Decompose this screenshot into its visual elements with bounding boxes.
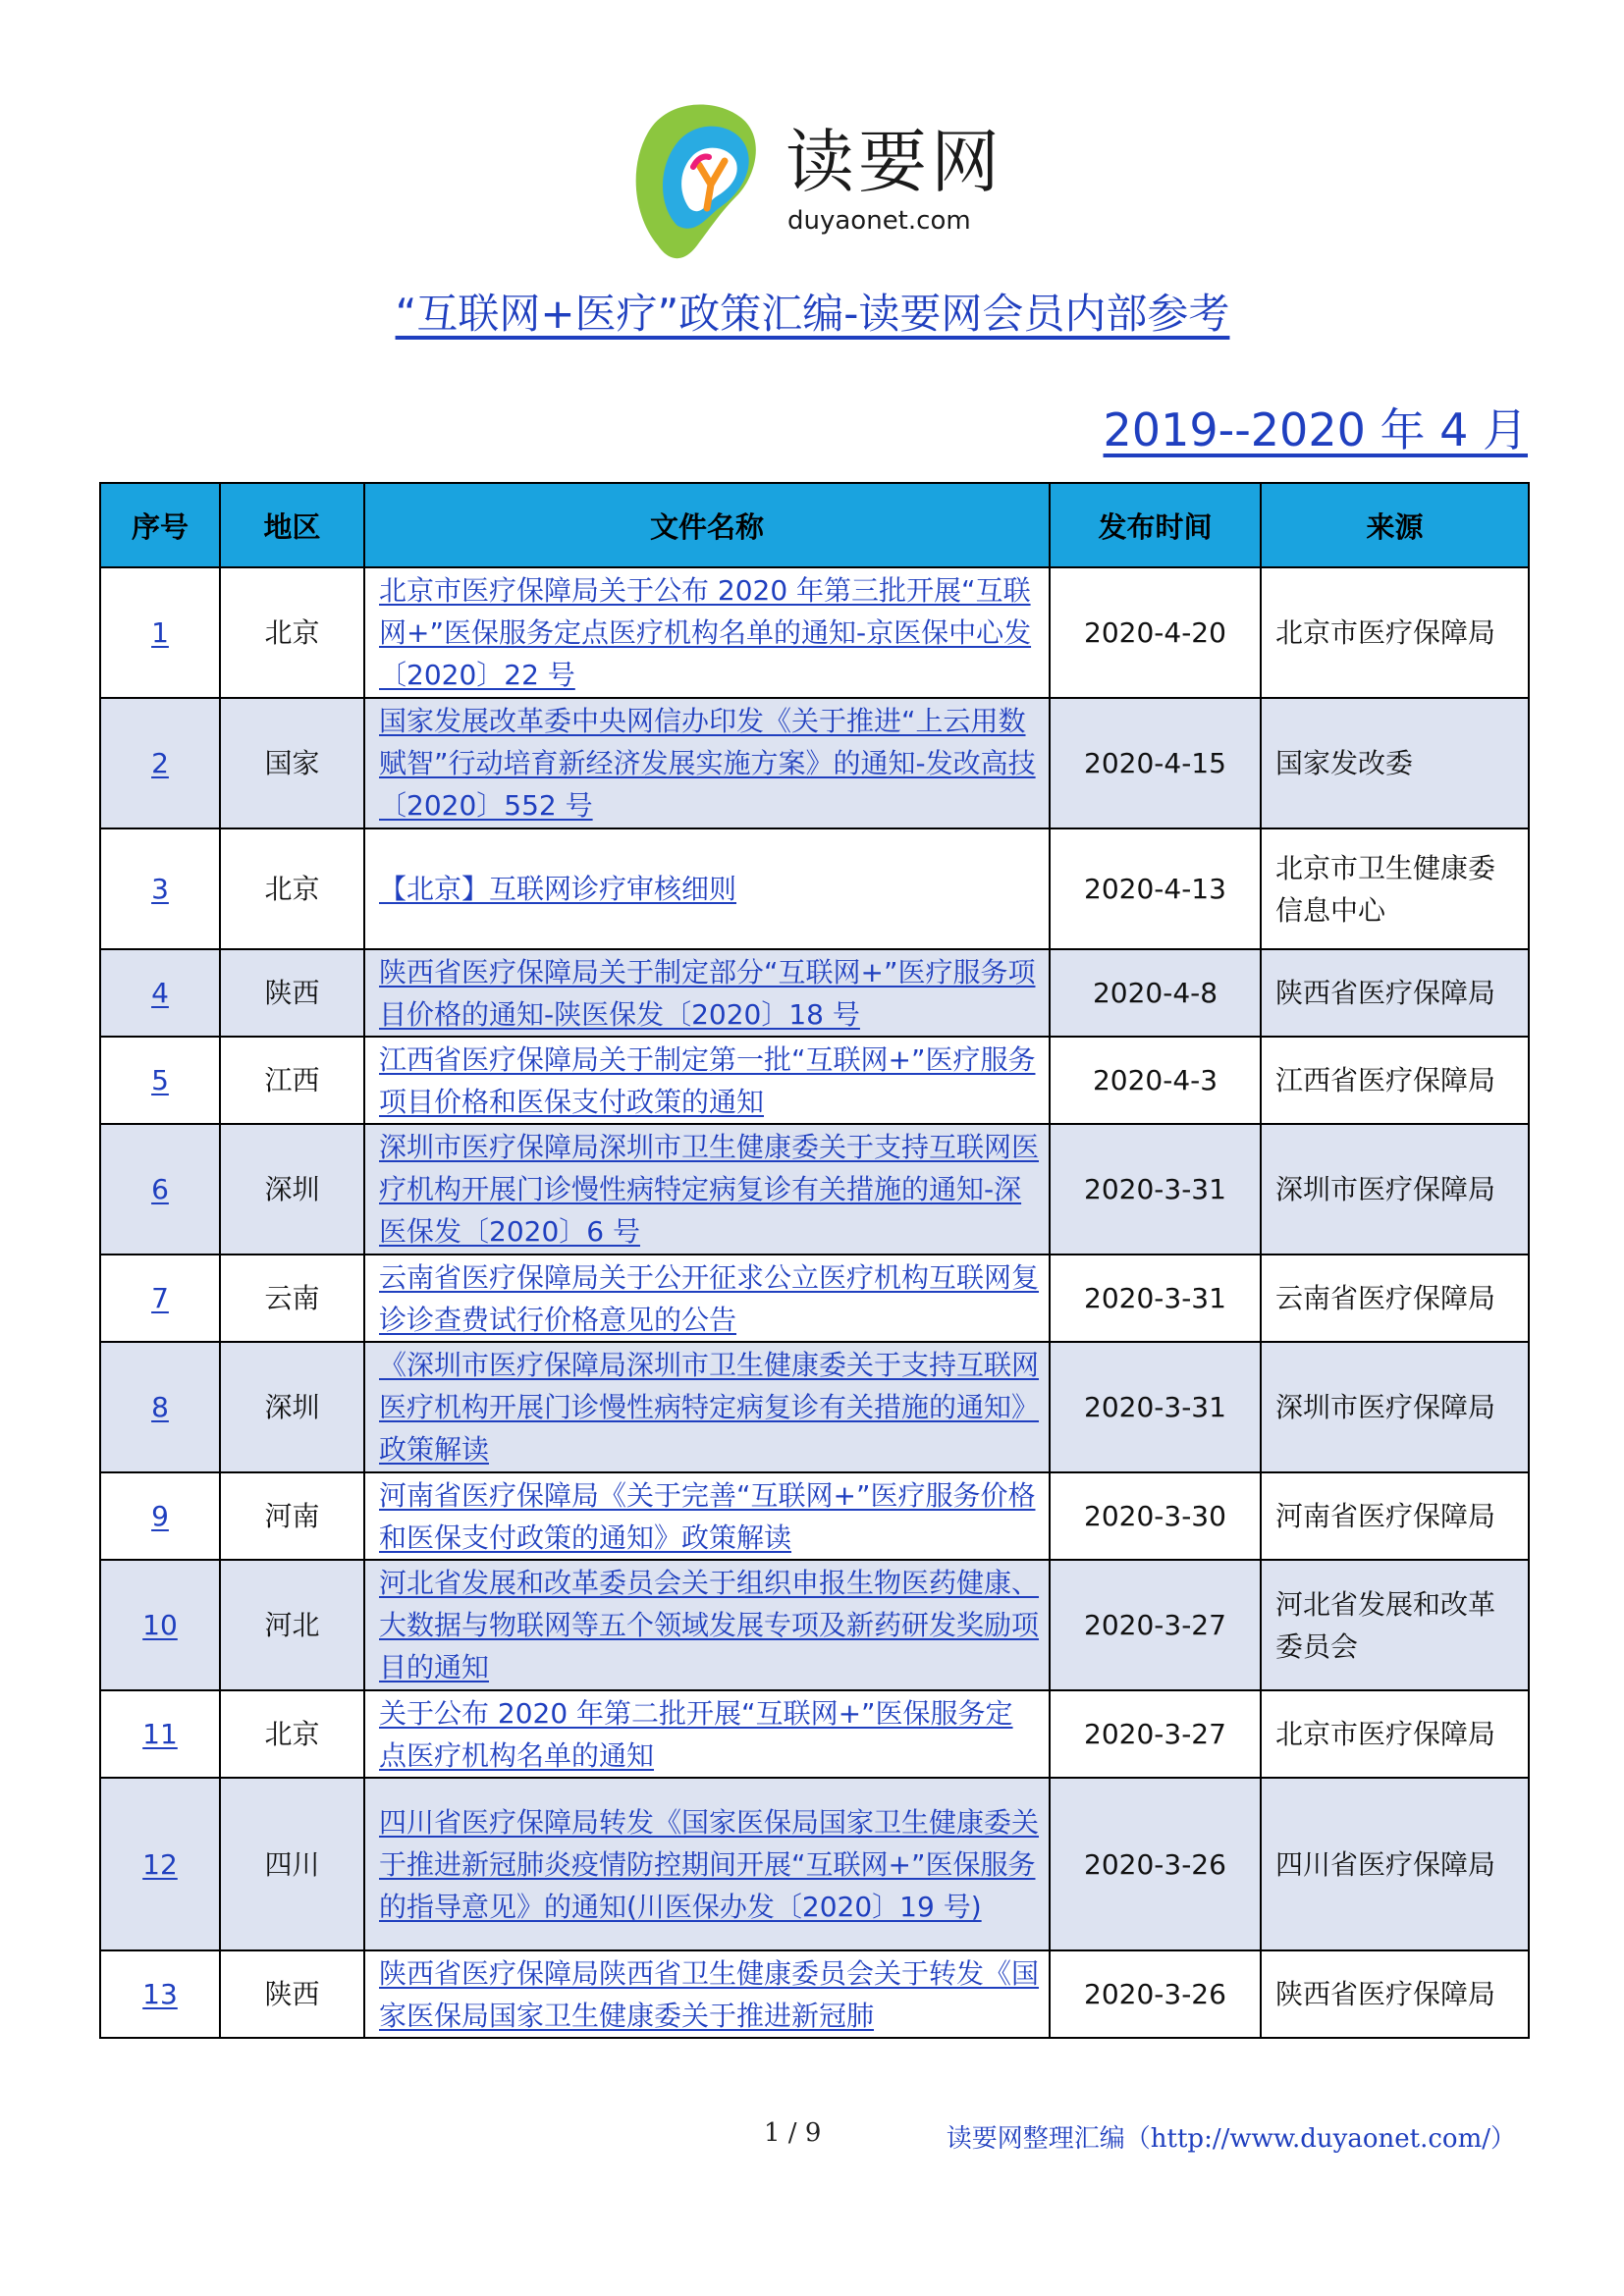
document-title-link[interactable]: 河南省医疗保障局《关于完善“互联网+”医疗服务价格和医保支付政策的通知》政策解读 xyxy=(379,1478,1036,1554)
source-cell: 北京市医疗保障局 xyxy=(1261,1690,1529,1778)
row-number-link[interactable]: 7 xyxy=(151,1282,169,1314)
table-row xyxy=(100,1690,1529,1778)
table-row xyxy=(100,1472,1529,1560)
date-cell: 2020-3-26 xyxy=(1050,1950,1261,2038)
table-header-row xyxy=(100,483,1529,567)
table-row xyxy=(100,1778,1529,1950)
document-title-link[interactable]: 关于公布 2020 年第二批开展“互联网+”医保服务定点医疗机构名单的通知 xyxy=(379,1696,1013,1772)
region-cell: 深圳 xyxy=(220,1124,364,1255)
table-row xyxy=(100,1124,1529,1255)
region-cell: 河北 xyxy=(220,1560,364,1690)
header-title: 文件名称 xyxy=(364,483,1050,567)
region-cell: 北京 xyxy=(220,828,364,949)
row-number-link[interactable]: 2 xyxy=(151,747,169,779)
row-number-link[interactable]: 5 xyxy=(151,1064,169,1096)
source-cell: 北京市卫生健康委信息中心 xyxy=(1261,828,1529,949)
row-number-link[interactable]: 12 xyxy=(142,1847,178,1881)
header-num: 序号 xyxy=(100,483,220,567)
date-cell: 2020-3-31 xyxy=(1050,1255,1261,1342)
table-row xyxy=(100,1037,1529,1124)
row-number-link[interactable]: 1 xyxy=(151,616,169,649)
date-cell: 2020-3-31 xyxy=(1050,1342,1261,1472)
document-title-link[interactable]: 四川省医疗保障局转发《国家医保局国家卫生健康委关于推进新冠肺炎疫情防控期间开展“互联网+”医保服务的指导意见》的通知(川医保办发〔2020〕19 号) xyxy=(379,1805,1040,1923)
document-title: “互联网+医疗”政策汇编-读要网会员内部参考 xyxy=(395,290,1230,338)
document-title-link[interactable]: 深圳市医疗保障局深圳市卫生健康委关于支持互联网医疗机构开展门诊慢性病特定病复诊有关措施的通知-深医保发〔2020〕6 号 xyxy=(379,1131,1040,1248)
row-number-link[interactable]: 8 xyxy=(151,1391,169,1423)
row-number-link[interactable]: 9 xyxy=(151,1500,169,1532)
table-row xyxy=(100,1342,1529,1472)
table-row xyxy=(100,1255,1529,1342)
region-cell: 江西 xyxy=(220,1037,364,1124)
document-title-link[interactable]: 《深圳市医疗保障局深圳市卫生健康委关于支持互联网医疗机构开展门诊慢性病特定病复诊有关措施的通知》政策解读 xyxy=(379,1349,1040,1466)
page-number: 1 / 9 xyxy=(764,2118,822,2148)
header-region: 地区 xyxy=(220,483,364,567)
document-title-link[interactable]: 【北京】互联网诊疗审核细则 xyxy=(379,873,737,905)
document-title-link[interactable]: 河北省发展和改革委员会关于组织申报生物医药健康、大数据与物联网等五个领域发展专项及新药研发奖励项目的通知 xyxy=(379,1567,1040,1683)
source-cell: 深圳市医疗保障局 xyxy=(1261,1342,1529,1472)
row-number-link[interactable]: 4 xyxy=(151,977,169,1009)
source-cell: 江西省医疗保障局 xyxy=(1261,1037,1529,1124)
document-title-link[interactable]: 陕西省医疗保障局关于制定部分“互联网+”医疗服务项目价格的通知-陕医保发〔2020〕18 号 xyxy=(379,955,1036,1031)
policy-table xyxy=(99,482,1530,2039)
header-source: 来源 xyxy=(1261,483,1529,567)
date-cell: 2020-3-26 xyxy=(1050,1778,1261,1950)
row-number-link[interactable]: 13 xyxy=(142,1978,178,2010)
table-row xyxy=(100,949,1529,1037)
table-row xyxy=(100,1560,1529,1690)
region-cell: 四川 xyxy=(220,1778,364,1950)
document-title-link[interactable]: 北京市医疗保障局关于公布 2020 年第三批开展“互联网+”医保服务定点医疗机构名单的通知-京医保中心发〔2020〕22 号 xyxy=(379,574,1032,691)
row-number-link[interactable]: 10 xyxy=(142,1609,178,1641)
source-cell: 陕西省医疗保障局 xyxy=(1261,949,1529,1037)
source-cell: 河南省医疗保障局 xyxy=(1261,1472,1529,1560)
region-cell: 国家 xyxy=(220,698,364,828)
source-cell: 国家发改委 xyxy=(1261,698,1529,828)
source-cell: 河北省发展和改革委员会 xyxy=(1261,1560,1529,1690)
header-date: 发布时间 xyxy=(1050,483,1261,567)
table-row xyxy=(100,698,1529,828)
date-cell: 2020-3-27 xyxy=(1050,1560,1261,1690)
logo-name: 读要网 xyxy=(785,122,1003,202)
logo-mark-icon xyxy=(628,98,776,265)
date-cell: 2020-4-15 xyxy=(1050,698,1261,828)
document-title-link[interactable]: 云南省医疗保障局关于公开征求公立医疗机构互联网复诊诊查费试行价格意见的公告 xyxy=(379,1260,1040,1336)
page-footer xyxy=(0,2118,1624,2158)
source-cell: 云南省医疗保障局 xyxy=(1261,1255,1529,1342)
row-number-link[interactable]: 6 xyxy=(151,1173,169,1205)
region-cell: 北京 xyxy=(220,1690,364,1778)
region-cell: 北京 xyxy=(220,567,364,698)
source-cell: 深圳市医疗保障局 xyxy=(1261,1124,1529,1255)
table-row xyxy=(100,1950,1529,2038)
region-cell: 云南 xyxy=(220,1255,364,1342)
date-cell: 2020-3-30 xyxy=(1050,1472,1261,1560)
document-title-link[interactable]: 陕西省医疗保障局陕西省卫生健康委员会关于转发《国家医保局国家卫生健康委关于推进新冠肺 xyxy=(379,1956,1040,2032)
region-cell: 深圳 xyxy=(220,1342,364,1472)
date-cell: 2020-3-27 xyxy=(1050,1690,1261,1778)
date-cell: 2020-4-3 xyxy=(1050,1037,1261,1124)
table-row xyxy=(100,828,1529,949)
document-title-link[interactable]: 江西省医疗保障局关于制定第一批“互联网+”医疗服务项目价格和医保支付政策的通知 xyxy=(379,1042,1036,1118)
row-number-link[interactable]: 11 xyxy=(142,1718,178,1750)
source-cell: 北京市医疗保障局 xyxy=(1261,567,1529,698)
date-range: 2019--2020 年 4 月 xyxy=(1103,403,1528,456)
table-row xyxy=(100,567,1529,698)
date-cell: 2020-4-8 xyxy=(1050,949,1261,1037)
source-cell: 四川省医疗保障局 xyxy=(1261,1778,1529,1950)
region-cell: 陕西 xyxy=(220,949,364,1037)
source-cell: 陕西省医疗保障局 xyxy=(1261,1950,1529,2038)
date-cell: 2020-4-13 xyxy=(1050,828,1261,949)
document-title-link[interactable]: 国家发展改革委中央网信办印发《关于推进“上云用数赋智”行动培育新经济发展实施方案》的通知-发改高技〔2020〕552 号 xyxy=(379,705,1036,822)
region-cell: 陕西 xyxy=(220,1950,364,2038)
logo xyxy=(628,98,1041,265)
date-cell: 2020-3-31 xyxy=(1050,1124,1261,1255)
logo-domain: duyaonet.com xyxy=(787,206,971,236)
date-cell: 2020-4-20 xyxy=(1050,567,1261,698)
row-number-link[interactable]: 3 xyxy=(151,873,169,905)
region-cell: 河南 xyxy=(220,1472,364,1560)
footer-credit: 读要网整理汇编（http://www.duyaonet.com/） xyxy=(946,2124,1516,2154)
